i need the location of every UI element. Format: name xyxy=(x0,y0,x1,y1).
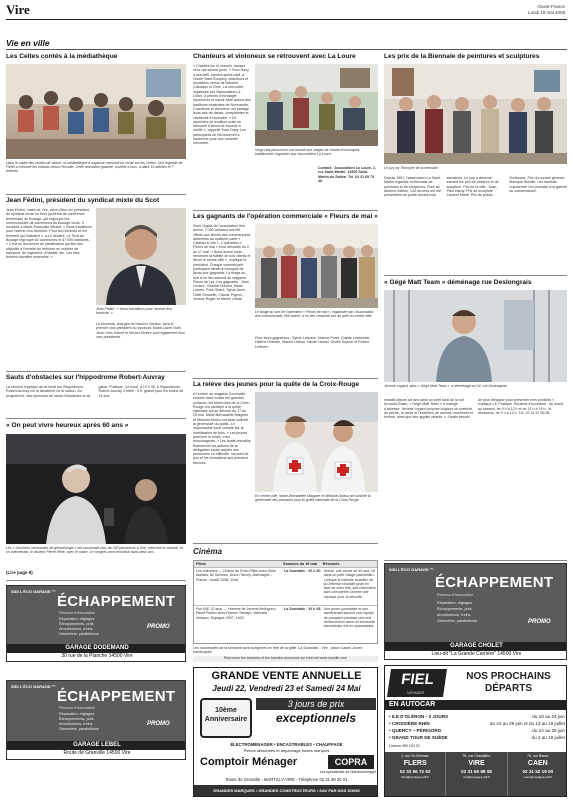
gagnants-body: Sous l'égide de l'association Vire avenir, 2 000 cadeaux ont été offerts aux clients des commerçants adhérents au système carte « Cadeau à Vire ». L'opération « Fleurs de mai » s'est déroulée du 2 au 17 mai. « Nous avons voulu remercier la fidélité de nos clients et fleurir le centre-ville », explique le président. Chaque commerçant participant offrait un bouquet de fleurs aux gagnants. Le tirage au sort a eu lieu samedi au magasin Fleurs de Lys. Les gagnants : Jean Leclerc, Chantal Durand, Marie Lebrun, Paul Girard, Sylvie Anne, Odile Gosselin, Claude Pigeon, Jeanne Roger et Michel Lebas. xyxy=(193,224,251,302)
trip-name: • ILE D'OLÉRON - 3 JOURS xyxy=(389,714,449,719)
cinema-seance: La Scandale : 20 h 45. xyxy=(284,607,322,611)
ad-logo: SIDI L'ÉCO GARAGE ™ xyxy=(389,567,434,572)
celtes-headline: Les Celtes contés à la médiathèque xyxy=(6,53,118,60)
ad-sub: Réseau d'innovation xyxy=(437,592,474,597)
ad-address: Route de Granville - MARTILLY-VIRE - Téléphone 02 31 68 20 21 xyxy=(225,777,348,782)
ad-service-1: Réparation, réglages xyxy=(59,712,95,716)
travel-section: EN AUTOCAR xyxy=(385,700,567,710)
gagnants-caption: Le tirage au sort de l'opération « Fleurs de mai », organisée par l'association des commerçants Vire avenir, a eu lieu vendredi soir au pôle du centre-ville. xyxy=(255,310,374,319)
divider xyxy=(193,210,378,211)
paper-name: Ouest-France xyxy=(537,4,565,9)
fedini-headline: Jean Fédini, président du syndicat mixte du Scot xyxy=(6,197,160,204)
cinema-row xyxy=(194,567,377,605)
gagnants-photo xyxy=(255,224,378,308)
releve-photo xyxy=(255,392,378,492)
fedini-body: Jean Fédini, maire de Vire, vient d'être élu président du syndicat mixte du Scot (schéma de cohérence territoriale) du Bocage, qui regroupe les communautés de communes du Bocage virois. Il succède à Marie-Françoise Mirault. « Nous travaillons pour l'avenir d'un territoire. Pour les hommes et les femmes qui l'habitent », a-t-il déclaré. Le Scot du Bocage regroupe 60 communes et 47 000 habitants. « C'est un document de planification qui fixe des objectifs à l'échelle du territoire en matière de transport, de logement, d'habitat, etc. Les élus doivent travailler ensemble. » xyxy=(6,208,92,260)
chanteurs-headline: Chanteurs et violoneux se retrouvent avec La Loure xyxy=(193,53,356,60)
chanteurs-contact: Contact : Association La Loure, 2, rue Saint-Martin, 14500 Saint-Martin-de-Sallen. Tél. 02 31 69 73 46. xyxy=(318,166,376,183)
ad-service-4: Géométrie, parallélisme xyxy=(59,727,100,731)
trip-date: du 22 au 29 juin et du 13 au 19 juillet xyxy=(489,721,565,726)
heureux-caption: Les « Journées normandes de gérontologie » ont rassemblé plus de 200 personnes à Vire, mercredi et samedi. Ici, un intervenant, le docteur Pierre Hélie, avec le maire. Le congrès sera reconduit dans deux ans. xyxy=(6,546,184,555)
chanteurs-body: « Chantez sur le chemin, dansez ceux qui savent jouer. » Yvon Davy a accueilli, samedi après-midi, à l'école Saint-Exupéry, chanteurs et musiciens venus de Manche, Calvados et Orne. La rencontre, organisée par l'association La Loure, a permis d'échanger répertoires et savoir-faire autour des traditions musicales de Normandie. Chanteurs et violoneux ont partagé leurs airs de danse, complaintes et chansons à répondre. « Ce répertoire de tradition orale se transmet d'abord de bouche à oreille », rappelle Yvon Davy. Les participants se retrouveront à l'automne pour une nouvelle rencontre. xyxy=(193,64,251,146)
trip-name: • GRAND TOUR DE SUÈDE xyxy=(389,735,448,740)
agency-phone: 02 33 96 72 62 xyxy=(399,769,431,774)
cinema-link[interactable]: Retrouvez les séances et les bandes-annonces sur Internet www.maville.com xyxy=(193,656,378,662)
children-group-image xyxy=(6,64,186,159)
travel-headline-2: DÉPARTS xyxy=(484,683,533,694)
travel-licence: Licence 050 100 20 xyxy=(389,744,420,748)
agency-city: FLERS xyxy=(403,760,427,767)
winners-group-image xyxy=(255,224,378,308)
ad-service-2: Échappements, pots xyxy=(59,717,94,721)
ad-brand: ÉCHAPPEMENT xyxy=(435,574,554,591)
agency-addr: 76, rue Basse xyxy=(527,754,549,758)
cinema-table xyxy=(193,560,378,644)
anniversary-label: 10ème Anniversaire xyxy=(204,707,248,723)
ad-promo-line-2: exceptionnels xyxy=(275,711,357,725)
ad-service-2: Échappements, pots xyxy=(59,622,94,626)
fedini-body-2: La Monesia, chargée de mission Vireduc, sera le premier vice-président du syndicat. Marie-Laure Noël, Jean-Yves Hamel et Michel Rivière sont également élus vice-présidents. xyxy=(96,322,185,339)
ad-garage-address: Route de Granville 14500 Vire xyxy=(63,750,131,756)
ad-logo: SIDI L'ÉCO GARAGE ™ xyxy=(11,684,56,689)
masthead xyxy=(6,2,567,24)
sauts-body: La réunion hippique de ce lundi sur l'hippodrome Robert-Auvray est la deuxième de la saison. Au programme, des épreuves de sauts d'obstacles et de galop. Pratique. Ce lundi, à 13 h 30, à l'hippodrome Robert-Auvray. Entrée : 5 €, gratuit pour les moins de 16 ans. xyxy=(6,385,184,398)
agency-mail: flers@voyages-pdf.fr xyxy=(401,775,430,779)
store-name: Comptoir Ménager xyxy=(200,756,298,768)
trip-name: • CROISIÈRE RHIN xyxy=(389,721,430,726)
conference-image xyxy=(6,434,186,544)
biennale-body: Depuis 1991, l'association La Saint-Martin organise la Biennale de peintures et de sculptures. Pour sa dixième édition, 130 œuvres ont été présentées au public durant trois semaines. Le jury a décerné samedi les prix de peinture et de sculpture. Prix de la ville : Jean-Paul Hardy. Prix de sculpture : Laurent Marie. Prix du public : Guilbeaux. Prix du conseil général : Monique Boudin. Les lauréats exposeront l'an prochain à la galerie du conservatoire. xyxy=(384,176,567,198)
jury-group-image xyxy=(384,64,567,164)
ad-brand: ÉCHAPPEMENT xyxy=(57,593,176,610)
portrait-image xyxy=(96,208,186,305)
cinema-seance: La Scandale : 20 h 30. xyxy=(284,569,322,573)
gagnants-body-2: Pour leurs gagnantes : Sylvie Lesueur, Jeanne Poret, Odette Lemonnier, Hélène Grandin, Marcel Lebrun, Nicole Hamel, Gisèle Dupont et Robert Lelièvre. xyxy=(255,336,371,349)
rubric-rule xyxy=(6,49,567,50)
travel-logo xyxy=(387,669,447,697)
biennale-headline: Les prix de la Biennale de peintures et sculptures xyxy=(384,53,540,60)
ad-service-1: Réparation, réglages xyxy=(437,601,473,605)
cinema-resume: Selma, une veuve de 40 ans, vit dans un petit village palestinien. Lorsque le ministre israélien de la Défense s'installe juste en face de chez elle, ses citronniers sont considérés comme une menace pour la sécurité. xyxy=(323,569,376,599)
gagnants-headline: Les gagnants de l'opération commerciale « Fleurs de mai » xyxy=(193,213,378,220)
fedini-caption: Jean Fédini : « Nous travaillons pour l'avenir d'un territoire. » xyxy=(96,307,173,316)
divider xyxy=(193,378,378,379)
sauts-headline: Sauts d'obstacles sur l'hippodrome Robert-Auvray xyxy=(6,374,165,381)
travel-headline-1: NOS PROCHAINS xyxy=(466,671,551,682)
releve-caption: En centre-ville, Marie-Bernadette Maignier et Mélanie Abdou ont sollicité la générosité des passants pour la quête nationale de la Croix-Rouge. xyxy=(255,494,371,503)
heureux-photo xyxy=(6,434,186,544)
ad-promo-line-1: 3 jours de prix xyxy=(256,698,376,710)
cinema-row xyxy=(194,605,377,643)
section-title: Vire xyxy=(6,2,30,17)
gegematt-body: Installé depuis six ans dans un petit local de la rue Armand-Gasté, « Gégé Matt Team » a changé d'adresse. Jérôme Legard propose toujours du matériel de pêche, la vente et l'entretien de cannes, moulinets et leurres, ainsi que des appâts vivants. « J'avais besoin de plus d'espace pour présenter mes produits », explique-t-il. Pratique. Horaires d'ouverture : du mardi au samedi, de 9 h à 12 h et de 14 h à 19 h ; le dimanche, de 9 h à 12 h. Tél. 02 31 67 65 56. xyxy=(384,398,564,420)
ad-service-3: Amortisseurs, freins xyxy=(59,722,93,726)
cinema-resume: Une jeune journaliste et son caméraman suivent une équipe de pompiers pendant une nuit d'intervention dans un immeuble barcelonais mis en quarantaine. xyxy=(323,607,376,629)
divider xyxy=(6,194,186,195)
fedini-portrait xyxy=(96,208,186,305)
copra-tagline: Les spécialistes de l'électroménager xyxy=(319,770,376,774)
ad-brand: ÉCHAPPEMENT xyxy=(57,688,176,705)
agency-city: CAEN xyxy=(527,760,548,767)
shop-owner-image xyxy=(384,290,567,382)
ad-service-4: Géométrie, parallélisme xyxy=(59,632,100,636)
cinema-film: Les chinoises — Drame de Emin Riklis avec Hiam Abbass, Ali Suliman, Doron Tavory. Allemagne - France - Israël 2008, 1h46. xyxy=(196,569,276,582)
ad-promo-badge: PROMO xyxy=(528,619,551,625)
trip-item[interactable] xyxy=(389,720,565,727)
biennale-caption: Le jury du Triomphe de la biennale. xyxy=(384,166,439,170)
ad-dates: Jeudi 22, Vendredi 23 et Samedi 24 Mai xyxy=(212,684,361,693)
ad-service-2: Échappements, pots xyxy=(437,607,472,611)
ad-footer: GRANDES MARQUES • GRANDES CONSTRUCTEURS • SAV PAR NOS SOINS xyxy=(194,785,378,796)
cinema-col-resumes: Résumés xyxy=(322,562,340,566)
trip-date: du 24 au 28 juin xyxy=(532,728,565,733)
agency-city: VIRE xyxy=(468,760,485,767)
trip-list xyxy=(389,713,565,741)
gegematt-photo xyxy=(384,290,567,382)
ad-garage-name: GARAGE CHOLET xyxy=(385,642,567,651)
cinema-col-films: Films xyxy=(196,562,206,566)
chanteurs-caption: Vingt-cinq personnes ont assisté aux stages de chants et musiques traditionnels organisés par l'association La Loure. xyxy=(255,148,360,157)
echappement-ad-lebel[interactable] xyxy=(6,680,186,760)
divider xyxy=(193,543,378,544)
releve-body: À l'entrée du magasin Coccinelle, comme dans toutes les grandes surfaces, les bénévoles de la Croix-Rouge ont participé à la quête nationale qui se déroule du 17 au 25 mai. Marie-Bernadette Maignier et Mélanie Abdou ont ainsi sollicité la générosité du public. Le responsable local compte sur la mobilisation de tous. « Les jeunes prennent le relais, c'est encourageant. » Les fonds recueillis financeront les actions de la délégation locale auprès des personnes en difficulté, l'accueil de jour et les formations aux premiers secours. xyxy=(193,392,251,465)
agency-list xyxy=(385,752,567,796)
ad-service-3: Amortisseurs, freins xyxy=(437,613,471,617)
trip-name: • QUERCY – PÉRIGORD xyxy=(389,728,442,733)
trip-item[interactable] xyxy=(389,727,565,734)
trip-item[interactable] xyxy=(389,713,565,720)
agency-mail: caen@voyages-pdf.fr xyxy=(523,775,553,779)
grande-vente-ad[interactable] xyxy=(193,667,378,797)
celtes-photo xyxy=(6,64,186,159)
ad-service-3: Amortisseurs, freins xyxy=(59,627,93,631)
copra-logo xyxy=(328,755,374,769)
ad-logo: SIDI L'ÉCO GARAGE ™ xyxy=(11,589,56,594)
cinema-header-row xyxy=(194,561,377,567)
ad-headline: GRANDE VENTE ANNUELLE xyxy=(211,670,362,682)
heureux-headline: « On peut vivre heureux après 60 ans » xyxy=(6,422,129,429)
divider xyxy=(6,371,186,372)
musicians-image xyxy=(255,64,378,146)
echappement-ad-dodemand[interactable] xyxy=(6,585,186,662)
agency-caen[interactable] xyxy=(508,752,567,796)
trip-item[interactable] xyxy=(389,734,565,741)
agency-addr: 2, rue St-Germain xyxy=(401,754,430,758)
ad-sub: Pièces détachées et dépannage toutes marques xyxy=(243,748,330,753)
red-cross-volunteers-image xyxy=(255,392,378,492)
ad-garage-address: Lieu-dit "La Grande Carrière" 14500 Vire xyxy=(431,651,522,657)
agency-phone: 02 31 52 19 00 xyxy=(522,769,554,774)
heureux-see-page[interactable]: (Lire page 8) xyxy=(6,570,33,575)
releve-headline: La relève des jeunes pour la quête de la Croix-Rouge xyxy=(193,381,359,388)
agency-phone: 02 31 66 98 08 xyxy=(461,769,492,774)
ad-garage-address: 30 rue de la Planche 14500 Vire xyxy=(61,653,133,659)
cinema-film: Fuir (NE 12 ans) — Homme de Jerome Bellugunu, Pavel Pavlov avec Ramon Tamayo, Manuela Velasco. Espagne 2007, 1h20. xyxy=(196,607,277,620)
chanteurs-photo xyxy=(255,64,378,146)
copra-label: COPRA xyxy=(334,757,368,767)
celtes-caption: Dans le cadre des contes de saison, la médiathèque a organisé mercredi un conte sur les Celtes. Une légende de Fiéfet a retrouvé les enfants venus l'écouter. Cette animation gratuite, ouverte à tous, a attiré 16 adultes et 7 enfants. xyxy=(6,161,183,174)
ad-service-4: Géométrie, parallélisme xyxy=(437,619,478,623)
masthead-rule xyxy=(6,19,567,20)
rubric: Vie en ville xyxy=(6,38,50,48)
ad-service-1: Réparation, réglages xyxy=(59,617,95,621)
ad-promo-badge: PROMO xyxy=(147,721,170,727)
ad-garage-name: GARAGE LEBEL xyxy=(7,741,186,750)
travel-brand: FIEL xyxy=(400,671,435,688)
anniversary-badge xyxy=(200,698,252,738)
divider xyxy=(384,275,567,276)
cinema-note: Les nouveautés de la semaine sont surlignées en tête de la grille. La Scandale - Vire - place Castel. Accès handicapés. xyxy=(193,646,363,655)
agency-vire[interactable] xyxy=(446,752,507,796)
divider xyxy=(384,560,567,561)
agency-addr: 76, rue Chaudière xyxy=(462,754,491,758)
travel-ad[interactable] xyxy=(384,665,567,797)
ad-sub: Réseau d'innovation xyxy=(59,610,96,615)
divider xyxy=(6,580,186,581)
gegematt-headline: « Gégé Matt Team » déménage rue Deslongrais xyxy=(384,279,532,286)
biennale-photo xyxy=(384,64,567,164)
travel-brand-sub: VOYAGES xyxy=(406,691,425,695)
ad-sub: Réseau d'innovation xyxy=(59,705,96,710)
ad-promo-badge: PROMO xyxy=(147,624,170,630)
ad-garage-name: GARAGE DODEMAND xyxy=(7,644,186,653)
trip-date: du 18 au 24 juin xyxy=(532,714,565,719)
ad-categories: ÉLECTROMÉNAGER • ENCASTRABLES • CHAUFFAGE xyxy=(230,742,343,747)
page-date: Lundi 19 mai 2008 xyxy=(527,10,565,15)
gegematt-caption: Jérôme Legard, alias « Gégé Matt Team », a déménagé au 24, rue Deslongrais. xyxy=(384,384,508,388)
cinema-col-seances: Séances du 19 mai xyxy=(283,562,318,566)
trip-date: du 2 au 18 juillet xyxy=(531,735,565,740)
agency-flers[interactable] xyxy=(385,752,446,796)
divider xyxy=(6,418,186,419)
echappement-ad-cholet[interactable] xyxy=(384,563,567,660)
cinema-title: Cinéma xyxy=(193,547,222,556)
agency-mail: vire@voyages-pdf.fr xyxy=(463,775,490,779)
